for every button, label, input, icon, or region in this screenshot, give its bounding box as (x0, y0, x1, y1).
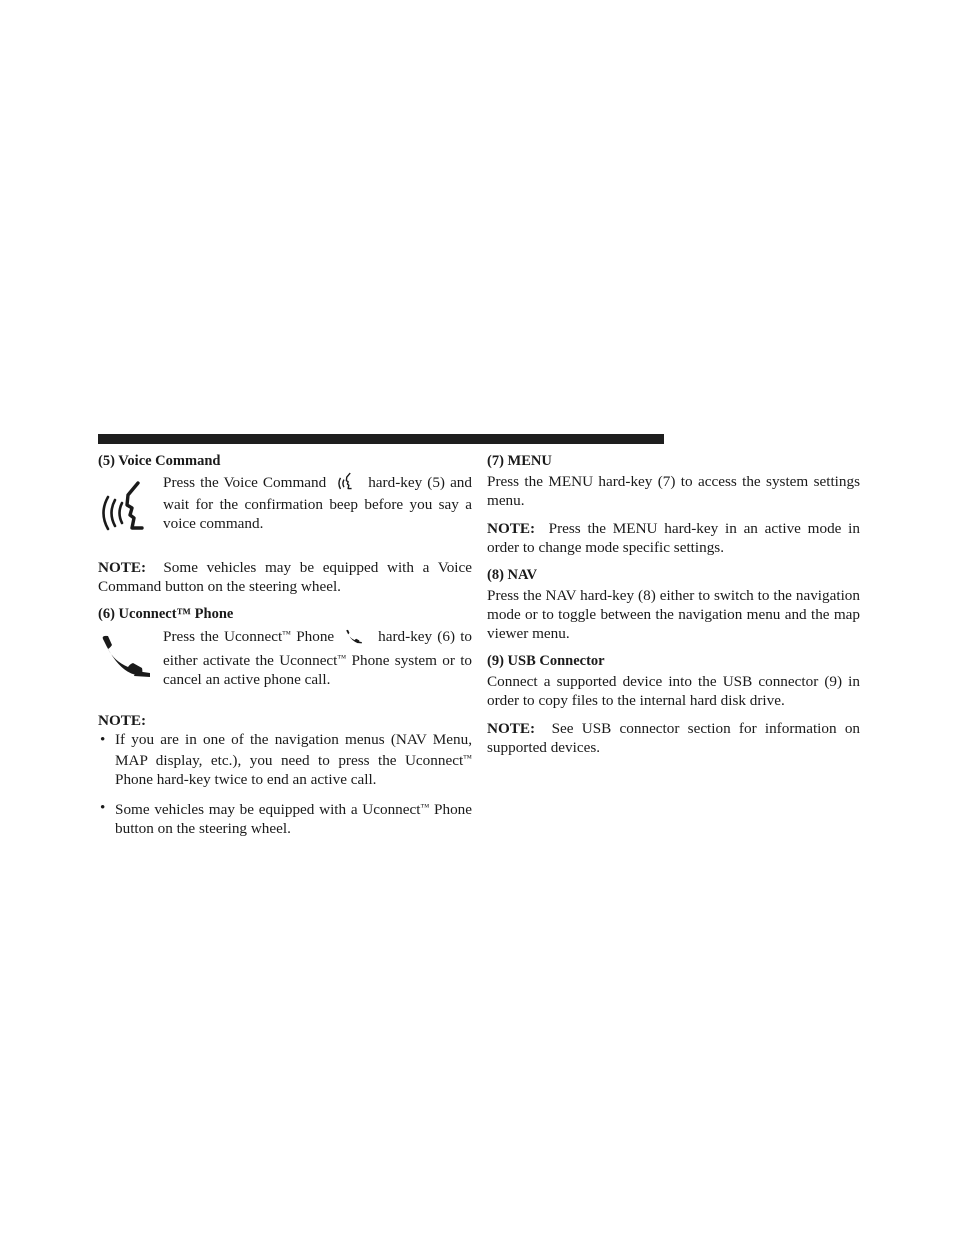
note-menu: NOTE: Press the MENU hard-key in an active mode in order to change mode specific settings. (487, 520, 860, 556)
note-usb: NOTE: See USB connector section for information on supported devices. (487, 720, 861, 756)
phone-icon (98, 625, 163, 693)
list-item: • Some vehicles may be equipped with a Uconnect™ Phone button on the steering wheel. (98, 798, 472, 838)
left-column (98, 452, 472, 838)
note-phone-label: NOTE: (98, 712, 147, 729)
usb-heading: (9) USB Connector (487, 653, 605, 669)
uconnect-phone-text: Press the Uconnect™ Phone hard-key (6) to either activate the Uconnect™ Phone system or to cancel an active phone call. (163, 628, 473, 688)
usb-text: Connect a supported device into the USB connector (9) in order to copy files to the internal hard disk drive. (487, 673, 860, 709)
header-rule (98, 434, 664, 444)
nav-heading: (8) NAV (487, 567, 538, 583)
menu-heading: (7) MENU (487, 453, 552, 469)
menu-text: Press the MENU hard-key (7) to access the system settings menu. (487, 473, 860, 509)
voice-command-inline-icon (336, 472, 354, 495)
voice-command-text: Press the Voice Command hard-key (5) and wait for the confirmation beep before you say a voice command. (163, 474, 472, 532)
voice-command-section (98, 472, 472, 540)
note-voice: NOTE: Some vehicles may be equipped with a Voice Command button on the steering wheel. (98, 559, 473, 595)
list-item: • If you are in one of the navigation menus (NAV Menu, MAP display, etc.), you need to press the Uconnect™ Phone hard-key twice to end an active call. (98, 730, 472, 789)
voice-command-heading: (5) Voice Command (98, 453, 221, 469)
note-phone-list (98, 730, 472, 838)
uconnect-phone-heading: (6) Uconnect™ Phone (98, 606, 234, 622)
phone-inline-icon (344, 629, 364, 649)
uconnect-phone-section (98, 625, 472, 693)
nav-text: Press the NAV hard-key (8) either to switch to the navigation mode or to toggle between the navigation menu and the map viewer menu. (487, 587, 860, 642)
right-column (487, 452, 860, 757)
voice-command-icon (98, 472, 163, 540)
